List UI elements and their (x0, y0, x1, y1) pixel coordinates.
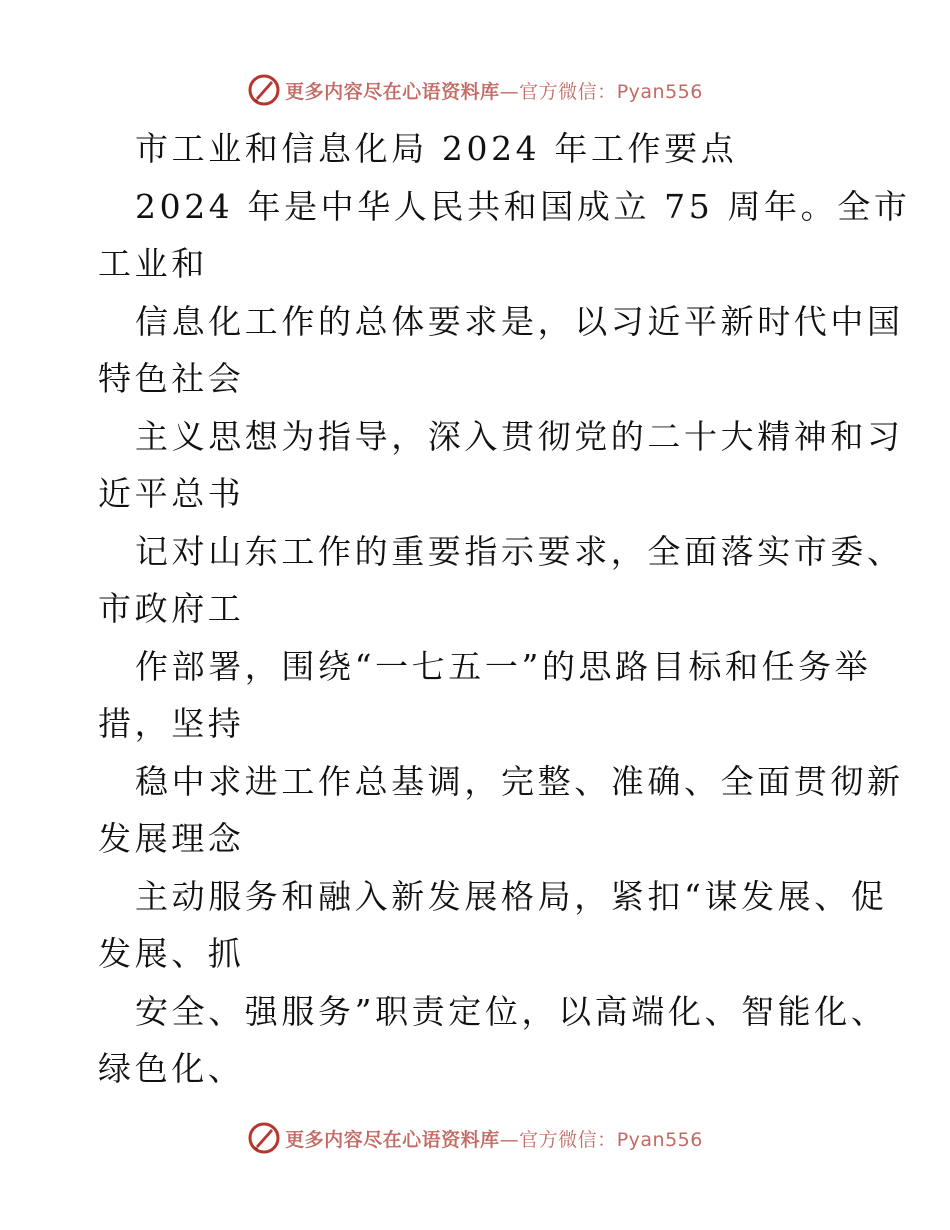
text-line: 主动服务和融入新发展格局，紧扣“谋发展、促 (135, 876, 888, 916)
text-line: 措，坚持 (98, 704, 245, 743)
text-line: 绿色化、 (98, 1049, 245, 1088)
banner-separator: — (499, 80, 520, 103)
text-line: 安全、强服务”职责定位，以高端化、智能化、 (135, 991, 888, 1031)
text-line: 近平总书 (98, 474, 245, 513)
text-line: 市工业和信息化局 2024 年工作要点 (135, 129, 738, 168)
text-line: 信息化工作的总体要求是，以习近平新时代中国 (135, 301, 904, 341)
text-line: 特色社会 (98, 359, 245, 398)
quill-seal-icon (247, 1121, 281, 1155)
text-line: 2024 年是中华人民共和国成立 75 周年。全市 (135, 186, 911, 226)
banner-separator: — (499, 1128, 520, 1151)
banner-wechat-label: 官方微信： (519, 80, 617, 103)
footer-banner (0, 1118, 950, 1158)
banner-text (285, 77, 703, 104)
text-line: 稳中求进工作总基调，完整、准确、全面贯彻新 (135, 761, 904, 801)
banner-wechat-label: 官方微信： (519, 1128, 617, 1151)
text-line: 作部署，围绕“一七五一”的思路目标和任务举 (135, 646, 872, 686)
text-line: 发展、抓 (98, 934, 245, 973)
document-body (98, 120, 911, 1098)
quill-seal-icon (247, 73, 281, 107)
text-line: 工业和 (98, 244, 208, 283)
banner-wechat-id: Pyan556 (616, 1128, 703, 1151)
text-line: 市政府工 (98, 589, 245, 628)
text-line: 主义思想为指导，深入贯彻党的二十大精神和习 (135, 416, 904, 456)
text-line: 记对山东工作的重要指示要求，全面落实市委、 (135, 531, 904, 571)
header-banner (0, 70, 950, 110)
banner-main-text: 更多内容尽在心语资料库 (285, 80, 500, 103)
banner-wechat-id: Pyan556 (616, 80, 703, 103)
banner-text (285, 1125, 703, 1152)
banner-main-text: 更多内容尽在心语资料库 (285, 1128, 500, 1151)
text-line: 发展理念 (98, 819, 245, 858)
